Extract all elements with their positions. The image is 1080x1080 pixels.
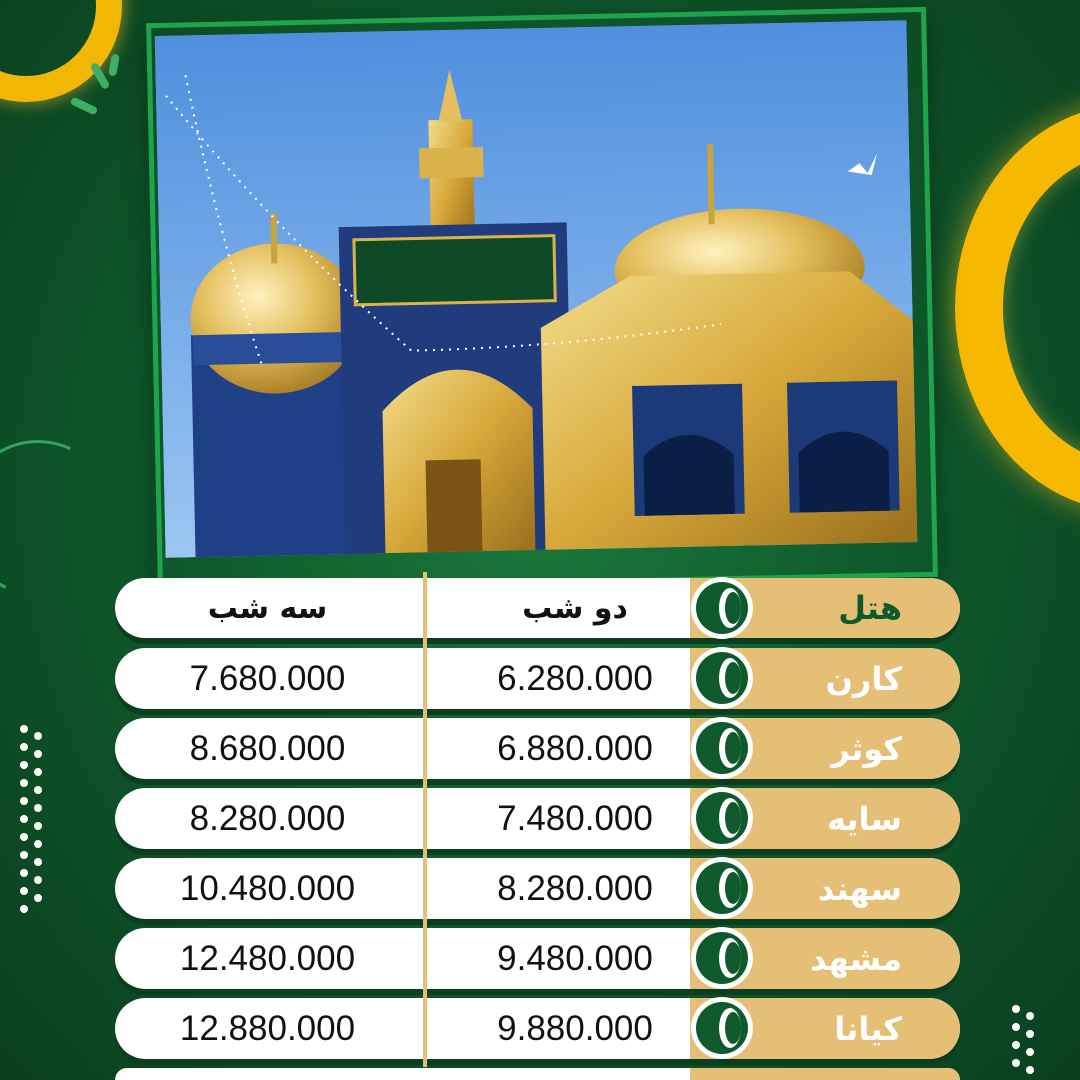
circle-badge-icon (690, 646, 754, 710)
column-divider (423, 642, 427, 717)
decorative-dash (108, 53, 120, 76)
table-row (115, 998, 960, 1059)
price-two-nights: 9.880.000 (497, 1008, 653, 1048)
hotel-name: سهند (690, 858, 960, 919)
column-divider (423, 992, 427, 1067)
price-two-nights: 8.280.000 (497, 868, 653, 908)
hotel-name: مشهد (690, 928, 960, 989)
column-divider (423, 782, 427, 857)
table-row (115, 648, 960, 709)
price-three-nights: 8.280.000 (189, 798, 346, 838)
column-divider (423, 852, 427, 927)
column-divider (423, 922, 427, 997)
price-three-nights: 10.480.000 (179, 868, 356, 908)
circle-badge-icon (690, 716, 754, 780)
price-three-nights: 12.880.000 (179, 1008, 356, 1048)
table-row-partial (115, 1068, 960, 1080)
price-two-nights: 7.480.000 (497, 798, 653, 838)
hotel-name: کیانا (690, 998, 960, 1059)
circle-badge-icon (690, 996, 754, 1060)
decorative-dash (70, 96, 99, 115)
table-row (115, 858, 960, 919)
table-row (115, 928, 960, 989)
hotel-name-partial (690, 1068, 960, 1080)
header-three-nights: سه شب (207, 590, 328, 626)
column-divider (423, 712, 427, 787)
decorative-arc (955, 105, 1080, 511)
decorative-dots (1012, 1005, 1042, 1080)
hotel-name: سایه (690, 788, 960, 849)
table-header (115, 578, 960, 638)
table-row (115, 788, 960, 849)
price-two-nights: 9.480.000 (497, 938, 653, 978)
price-three-nights: 12.480.000 (179, 938, 356, 978)
price-three-nights: 8.680.000 (189, 728, 346, 768)
circle-badge-icon (690, 786, 754, 850)
header-two-nights: دو شب (522, 590, 628, 626)
circle-badge-icon (690, 926, 754, 990)
hotel-name: کوثر (690, 718, 960, 779)
table-row (115, 718, 960, 779)
decorative-dots (20, 725, 50, 925)
hotel-name: کارن (690, 648, 960, 709)
column-divider (423, 572, 427, 646)
shrine-photo (155, 20, 918, 558)
price-two-nights: 6.280.000 (497, 658, 653, 698)
header-hotel: هتل (690, 578, 960, 638)
price-two-nights: 6.880.000 (497, 728, 653, 768)
price-three-nights: 7.680.000 (189, 658, 346, 698)
circle-badge-icon (690, 856, 754, 920)
circle-badge-icon (690, 576, 754, 640)
